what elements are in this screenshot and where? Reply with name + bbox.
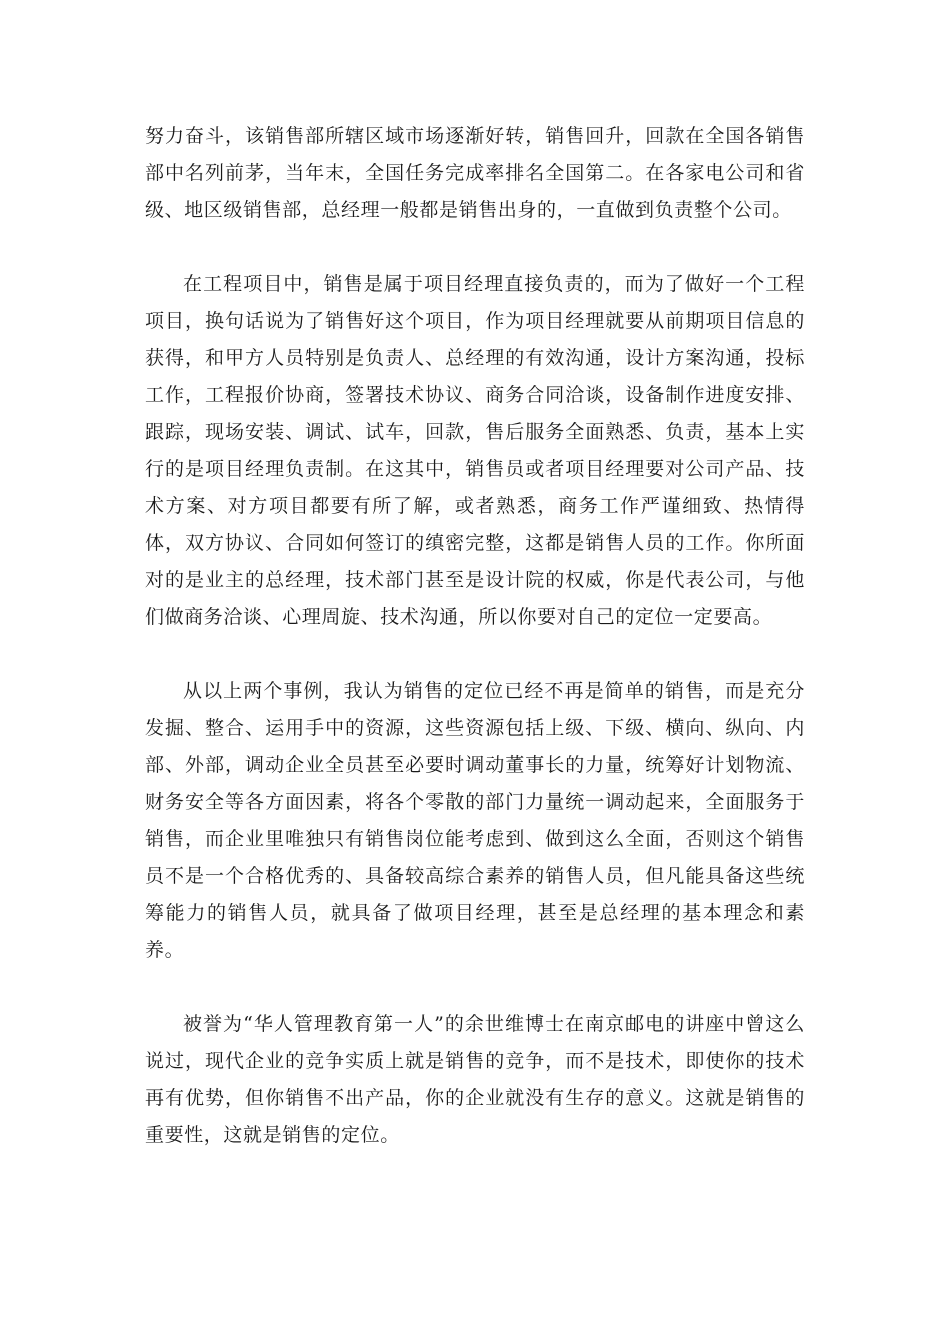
paragraph-1: 努力奋斗，该销售部所辖区域市场逐渐好转，销售回升，回款在全国各销售部中名列前茅，当年末，全国任务完成率排名全国第二。在各家电公司和省级、地区级销售部，总经理一般都是销售出身的，一直做到负责整个公司。 [145,125,805,221]
paragraph-2: 在工程项目中，销售是属于项目经理直接负责的，而为了做好一个工程项目，换句话说为了销售好这个项目，作为项目经理就要从前期项目信息的获得，和甲方人员特别是负责人、总经理的有效沟通，设计方案沟通，投标工作，工程报价协商，签署技术协议、商务合同洽谈，设备制作进度安排、跟踪，现场安装、调试、试车，回款，售后服务全面熟悉、负责，基本上实行的是项目经理负责制。在这其中，销售员或者项目经理要对公司产品、技术方案、对方项目都要有所了解，或者熟悉，商务工作严谨细致、热情得体，双方协议、合同如何签订的缜密完整，这都是销售人员的工作。你所面对的是业主的总经理，技术部门甚至是设计院的权威，你是代表公司，与他们做商务洽谈、心理周旋、技术沟通，所以你要对自己的定位一定要高。 [145,273,805,628]
paragraph-gap [145,636,805,673]
paragraph-gap [145,229,805,266]
paragraph-3: 从以上两个事例，我认为销售的定位已经不再是简单的销售，而是充分发掘、整合、运用手中的资源，这些资源包括上级、下级、横向、纵向、内部、外部，调动企业全员甚至必要时调动董事长的力量，统筹好计划物流、财务安全等各方面因素，将各个零散的部门力量统一调动起来，全面服务于销售，而企业里唯独只有销售岗位能考虑到、做到这么全面，否则这个销售员不是一个合格优秀的、具备较高综合素养的销售人员，但凡能具备这些统筹能力的销售人员，就具备了做项目经理，甚至是总经理的基本理念和素养。 [145,680,805,961]
paragraph-4: 被誉为“华人管理教育第一人”的余世维博士在南京邮电的讲座中曾这么说过，现代企业的竞争实质上就是销售的竞争，而不是技术，即使你的技术再有优势，但你销售不出产品，你的企业就没有生存的意义。这就是销售的重要性，这就是销售的定位。 [145,1013,805,1146]
document-body [145,118,805,1154]
paragraph-gap [145,969,805,1006]
